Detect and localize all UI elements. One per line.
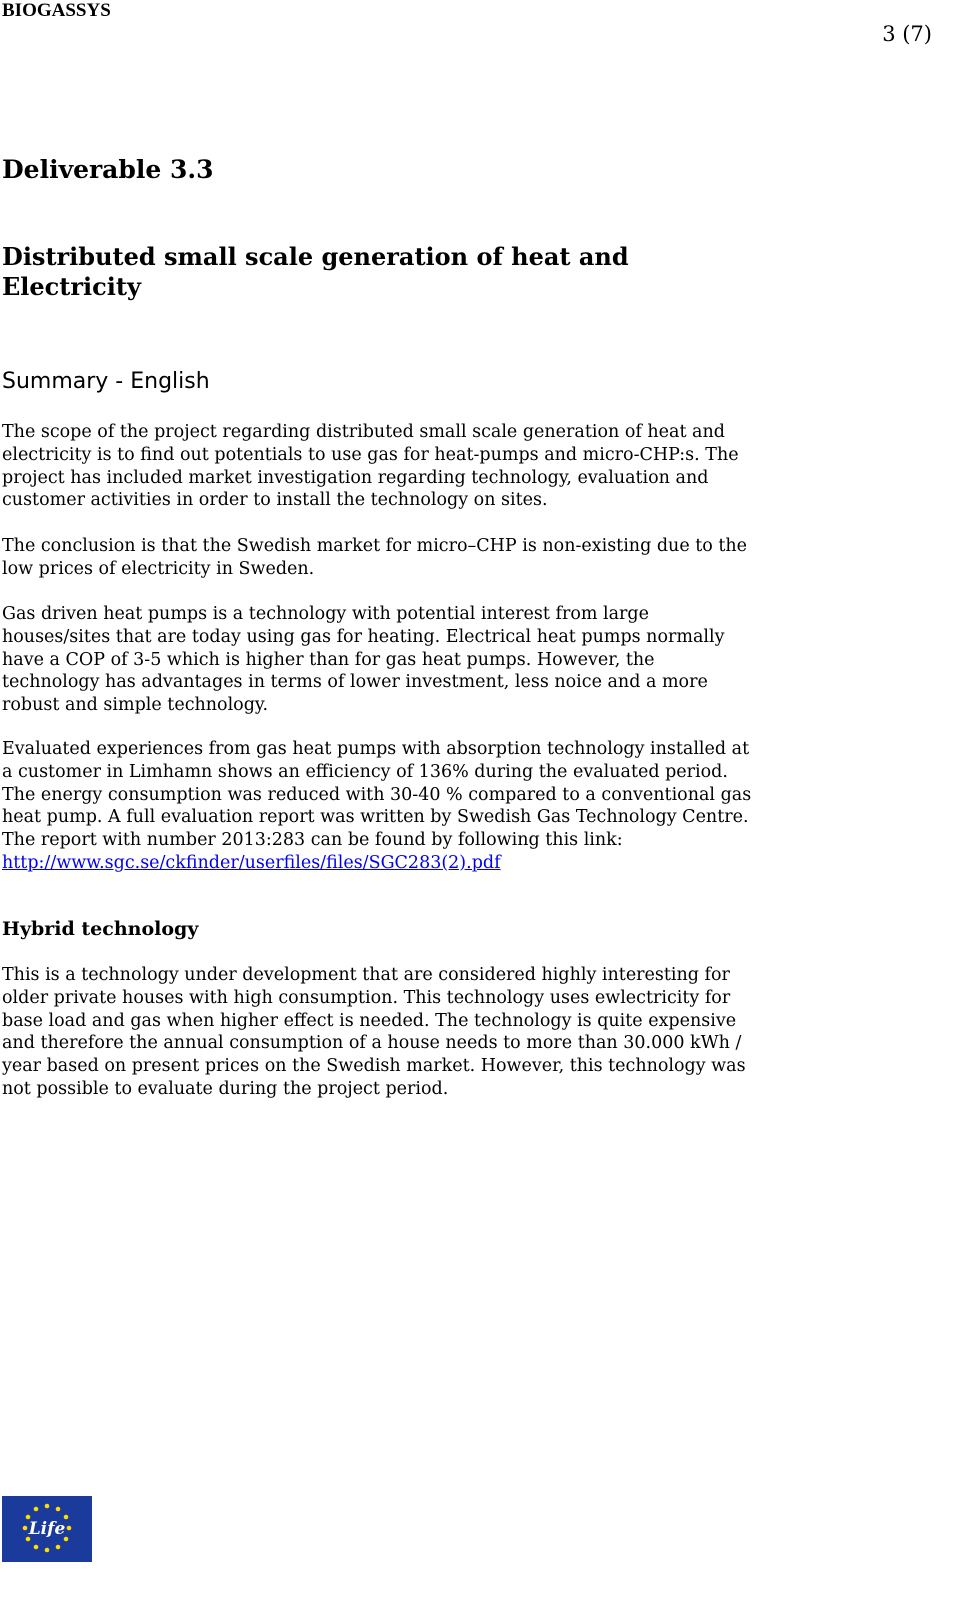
summary-heading: Summary - English bbox=[2, 369, 210, 394]
text-line: The scope of the project regarding distributed small scale generation of heat and bbox=[2, 422, 725, 442]
text-line: a customer in Limhamn shows an efficiency of 136% during the evaluated period. bbox=[2, 761, 728, 782]
conclusion-paragraph bbox=[2, 535, 772, 581]
text-line: low prices of electricity in Sweden. bbox=[2, 558, 315, 579]
text-line: year based on present prices on the Swedish market. However, this technology was bbox=[2, 1056, 746, 1077]
text-line: electricity is to find out potentials to use gas for heat-pumps and micro-CHP:s. The bbox=[2, 444, 739, 465]
page-number: 3 (7) bbox=[882, 22, 932, 46]
text-line: Gas driven heat pumps is a technology with potential interest from large bbox=[2, 604, 649, 624]
text-line: houses/sites that are today using gas for heating. Electrical heat pumps normally bbox=[2, 626, 725, 647]
eu-flag-icon bbox=[2, 1496, 92, 1562]
text-line: technology has advantages in terms of lower investment, less noice and a more bbox=[2, 672, 708, 693]
header-organization: BIOGASSYS bbox=[2, 0, 111, 21]
text-line: and therefore the annual consumption of a house needs to more than 30.000 kWh / bbox=[2, 1033, 742, 1054]
evaluation-paragraph bbox=[2, 738, 772, 875]
text-line: The conclusion is that the Swedish market for micro–CHP is non-existing due to the bbox=[2, 536, 748, 556]
logo-text: Life bbox=[28, 1519, 66, 1539]
text-line: not possible to evaluate during the project period. bbox=[2, 1078, 449, 1099]
deliverable-label: Deliverable 3.3 bbox=[2, 155, 214, 184]
report-link[interactable]: http://www.sgc.se/ckfinder/userfiles/files/SGC283(2).pdf bbox=[2, 852, 501, 873]
eu-life-logo bbox=[2, 1496, 92, 1562]
document-title-line: Distributed small scale generation of heat and bbox=[2, 242, 629, 271]
text-line: project has included market investigation regarding technology, evaluation and bbox=[2, 467, 709, 488]
document-title bbox=[2, 242, 702, 302]
text-line: This is a technology under development that are considered highly interesting for bbox=[2, 965, 730, 985]
text-line: have a COP of 3-5 which is higher than for gas heat pumps. However, the bbox=[2, 649, 655, 670]
text-line: The report with number 2013:283 can be found by following this link: bbox=[2, 830, 623, 851]
text-line: Evaluated experiences from gas heat pumps with absorption technology installed at bbox=[2, 739, 750, 759]
text-line: robust and simple technology. bbox=[2, 695, 269, 716]
text-line: older private houses with high consumption. This technology uses ewlectricity for bbox=[2, 987, 731, 1008]
text-line: base load and gas when higher effect is needed. The technology is quite expensive bbox=[2, 1010, 737, 1031]
document-title-line: Electricity bbox=[2, 272, 141, 301]
hybrid-paragraph bbox=[2, 964, 772, 1101]
scope-paragraph bbox=[2, 421, 772, 512]
heat-pumps-paragraph bbox=[2, 603, 772, 717]
text-line: heat pump. A full evaluation report was written by Swedish Gas Technology Centre. bbox=[2, 807, 749, 828]
text-line: The energy consumption was reduced with 30-40 % compared to a conventional gas bbox=[2, 784, 752, 805]
hybrid-heading: Hybrid technology bbox=[2, 918, 199, 940]
text-line: customer activities in order to install the technology on sites. bbox=[2, 490, 548, 511]
